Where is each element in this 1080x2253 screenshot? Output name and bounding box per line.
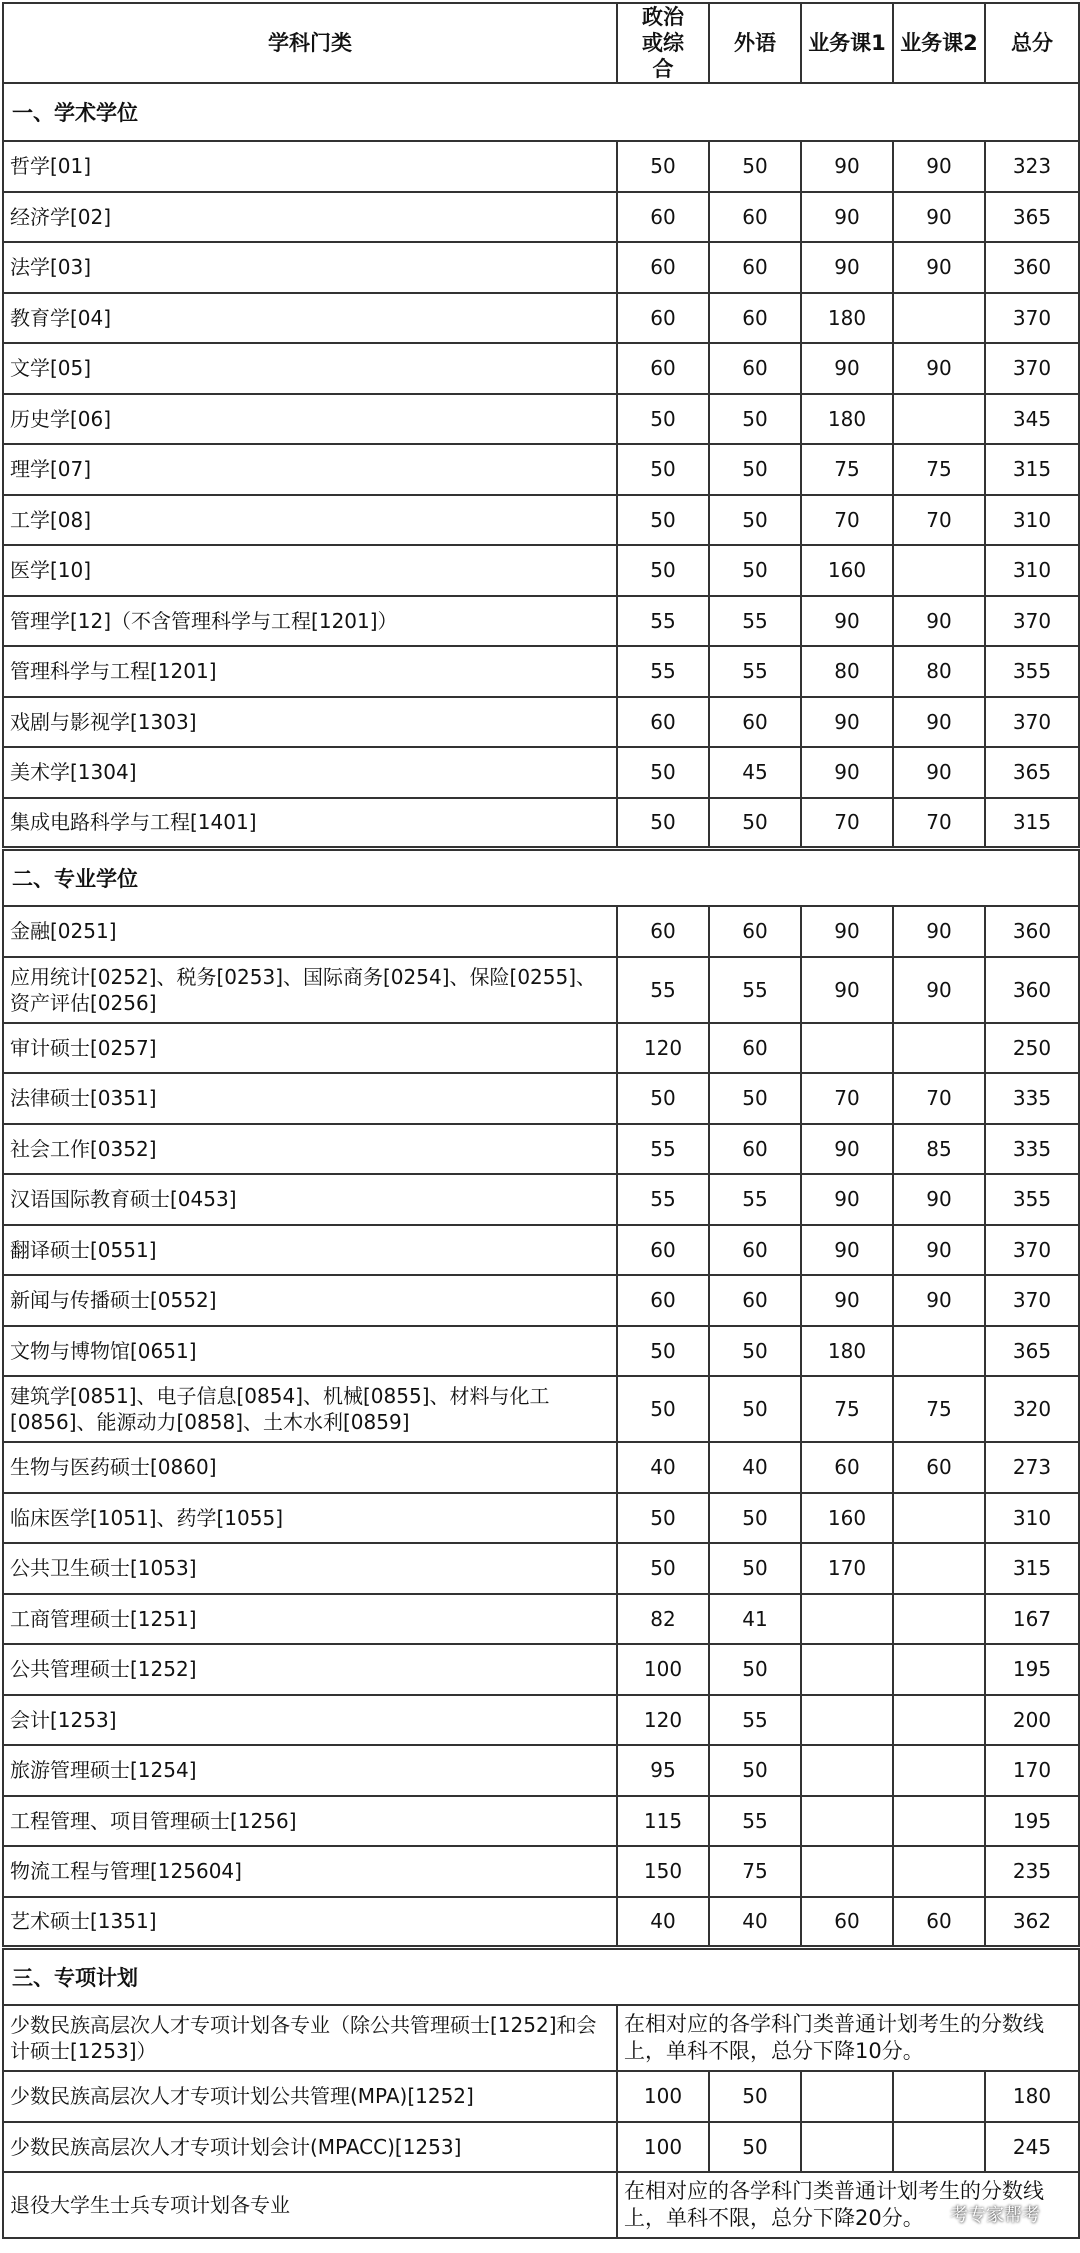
row-category: 理学[07]: [3, 444, 617, 495]
row-total: 355: [985, 1174, 1079, 1225]
table-row: [3, 1174, 1079, 1225]
row-foreign: 75: [709, 1846, 801, 1897]
row-politics: 120: [617, 1023, 709, 1074]
row-politics: 60: [617, 1225, 709, 1276]
row-total: 345: [985, 394, 1079, 445]
row-category: 艺术硕士[1351]: [3, 1897, 617, 1948]
row-total: 235: [985, 1846, 1079, 1897]
row-course1: [801, 1695, 893, 1746]
row-politics: 50: [617, 747, 709, 798]
row-total: 365: [985, 192, 1079, 243]
table-row: [3, 2071, 1079, 2122]
row-category: 物流工程与管理[125604]: [3, 1846, 617, 1897]
header-row: [3, 3, 1079, 83]
row-total: 310: [985, 1493, 1079, 1544]
table-row: [3, 1326, 1079, 1377]
row-course2: [893, 1326, 985, 1377]
row-category: 社会工作[0352]: [3, 1124, 617, 1175]
row-politics: 60: [617, 293, 709, 344]
row-category: 管理科学与工程[1201]: [3, 646, 617, 697]
row-category: 少数民族高层次人才专项计划各专业（除公共管理硕士[1252]和会计硕士[1253]）: [3, 2005, 617, 2071]
row-foreign: 60: [709, 906, 801, 957]
table-row: [3, 1594, 1079, 1645]
row-course1: 90: [801, 1275, 893, 1326]
row-note: 在相对应的各学科门类普通计划考生的分数线上，单科不限，总分下降10分。: [617, 2005, 1079, 2071]
row-total: 310: [985, 495, 1079, 546]
table-row: [3, 2005, 1079, 2071]
row-course1: [801, 1023, 893, 1074]
row-course2: 90: [893, 1275, 985, 1326]
row-total: 335: [985, 1124, 1079, 1175]
table-row: [3, 1897, 1079, 1948]
row-course2: 70: [893, 1073, 985, 1124]
row-course1: 80: [801, 646, 893, 697]
section-title: 三、专项计划: [3, 1947, 1079, 2005]
row-course2: [893, 1796, 985, 1847]
row-category: 文物与博物馆[0651]: [3, 1326, 617, 1377]
row-course1: [801, 1846, 893, 1897]
row-foreign: 60: [709, 242, 801, 293]
table-row: [3, 1796, 1079, 1847]
row-course1: 180: [801, 1326, 893, 1377]
section-title: 一、学术学位: [3, 83, 1079, 141]
row-category: 文学[05]: [3, 343, 617, 394]
table-row: [3, 1023, 1079, 1074]
row-politics: 50: [617, 545, 709, 596]
row-course2: 90: [893, 242, 985, 293]
row-total: 315: [985, 1543, 1079, 1594]
row-category: 旅游管理硕士[1254]: [3, 1745, 617, 1796]
row-politics: 50: [617, 495, 709, 546]
row-category: 退役大学生士兵专项计划各专业: [3, 2172, 617, 2238]
row-category: 临床医学[1051]、药学[1055]: [3, 1493, 617, 1544]
table-row: [3, 1493, 1079, 1544]
row-course1: [801, 2122, 893, 2173]
row-course2: 90: [893, 747, 985, 798]
table-row: [3, 646, 1079, 697]
row-foreign: 50: [709, 2071, 801, 2122]
row-politics: 50: [617, 1326, 709, 1377]
row-course2: [893, 1023, 985, 1074]
row-category: 美术学[1304]: [3, 747, 617, 798]
row-course1: 90: [801, 1124, 893, 1175]
row-course1: 170: [801, 1543, 893, 1594]
row-category: 生物与医药硕士[0860]: [3, 1442, 617, 1493]
row-total: 250: [985, 1023, 1079, 1074]
row-politics: 100: [617, 2122, 709, 2173]
row-category: 工商管理硕士[1251]: [3, 1594, 617, 1645]
row-category: 集成电路科学与工程[1401]: [3, 798, 617, 849]
table-row: [3, 545, 1079, 596]
table-row: [3, 1124, 1079, 1175]
row-course1: 70: [801, 1073, 893, 1124]
row-foreign: 55: [709, 957, 801, 1023]
row-foreign: 55: [709, 596, 801, 647]
row-total: 370: [985, 1225, 1079, 1276]
table-row: [3, 596, 1079, 647]
row-total: 362: [985, 1897, 1079, 1948]
table-row: [3, 192, 1079, 243]
row-politics: 60: [617, 343, 709, 394]
row-course1: 90: [801, 1225, 893, 1276]
row-course2: [893, 1644, 985, 1695]
section-row: [3, 848, 1079, 906]
table-row: [3, 242, 1079, 293]
row-course2: [893, 2122, 985, 2173]
row-course2: 70: [893, 495, 985, 546]
row-total: 315: [985, 444, 1079, 495]
table-row: [3, 1442, 1079, 1493]
row-course2: 90: [893, 141, 985, 192]
row-course2: [893, 1846, 985, 1897]
row-foreign: 50: [709, 495, 801, 546]
row-foreign: 41: [709, 1594, 801, 1645]
row-category: 少数民族高层次人才专项计划公共管理(MPA)[1252]: [3, 2071, 617, 2122]
row-course2: 75: [893, 1376, 985, 1442]
row-course2: [893, 1745, 985, 1796]
row-total: 360: [985, 242, 1079, 293]
row-foreign: 50: [709, 1493, 801, 1544]
row-politics: 60: [617, 697, 709, 748]
row-category: 公共管理硕士[1252]: [3, 1644, 617, 1695]
row-total: 360: [985, 906, 1079, 957]
row-course2: 80: [893, 646, 985, 697]
table-row: [3, 1745, 1079, 1796]
row-course2: [893, 394, 985, 445]
row-total: 180: [985, 2071, 1079, 2122]
row-politics: 55: [617, 646, 709, 697]
row-politics: 82: [617, 1594, 709, 1645]
row-course2: 90: [893, 1174, 985, 1225]
header-category: 学科门类: [3, 3, 617, 83]
row-category: 医学[10]: [3, 545, 617, 596]
table-row: [3, 906, 1079, 957]
row-total: 170: [985, 1745, 1079, 1796]
row-category: 公共卫生硕士[1053]: [3, 1543, 617, 1594]
row-course2: [893, 1695, 985, 1746]
row-politics: 40: [617, 1897, 709, 1948]
table-row: [3, 957, 1079, 1023]
row-politics: 50: [617, 394, 709, 445]
row-category: 哲学[01]: [3, 141, 617, 192]
row-total: 370: [985, 1275, 1079, 1326]
row-course2: 70: [893, 798, 985, 849]
row-category: 金融[0251]: [3, 906, 617, 957]
table-row: [3, 2122, 1079, 2173]
row-course1: 90: [801, 596, 893, 647]
row-course1: 90: [801, 1174, 893, 1225]
row-foreign: 50: [709, 545, 801, 596]
table-row: [3, 747, 1079, 798]
row-foreign: 50: [709, 1543, 801, 1594]
row-foreign: 50: [709, 1073, 801, 1124]
row-course2: 85: [893, 1124, 985, 1175]
row-course1: 75: [801, 1376, 893, 1442]
row-category: 工学[08]: [3, 495, 617, 546]
row-foreign: 50: [709, 1745, 801, 1796]
row-total: 310: [985, 545, 1079, 596]
row-total: 273: [985, 1442, 1079, 1493]
row-total: 195: [985, 1644, 1079, 1695]
row-category: 经济学[02]: [3, 192, 617, 243]
row-note: 在相对应的各学科门类普通计划考生的分数线上，单科不限，总分下降20分。: [617, 2172, 1079, 2238]
row-foreign: 55: [709, 1174, 801, 1225]
row-course1: 70: [801, 798, 893, 849]
row-foreign: 40: [709, 1442, 801, 1493]
table-row: [3, 394, 1079, 445]
row-course1: [801, 2071, 893, 2122]
row-course2: [893, 1493, 985, 1544]
row-politics: 50: [617, 1543, 709, 1594]
row-course2: 60: [893, 1442, 985, 1493]
row-total: 370: [985, 697, 1079, 748]
row-course2: 90: [893, 192, 985, 243]
row-category: 历史学[06]: [3, 394, 617, 445]
row-course2: [893, 545, 985, 596]
row-course1: 60: [801, 1442, 893, 1493]
row-total: 370: [985, 596, 1079, 647]
row-course1: 160: [801, 1493, 893, 1544]
row-foreign: 50: [709, 798, 801, 849]
row-course2: 90: [893, 343, 985, 394]
row-politics: 60: [617, 242, 709, 293]
row-course1: 90: [801, 192, 893, 243]
row-category: 法学[03]: [3, 242, 617, 293]
row-course1: 90: [801, 957, 893, 1023]
row-course2: 90: [893, 1225, 985, 1276]
row-foreign: 55: [709, 1796, 801, 1847]
row-total: 315: [985, 798, 1079, 849]
row-politics: 40: [617, 1442, 709, 1493]
row-category: 教育学[04]: [3, 293, 617, 344]
row-foreign: 60: [709, 697, 801, 748]
watermark-text: 考专家帮考: [950, 2205, 1040, 2226]
row-course2: 60: [893, 1897, 985, 1948]
row-course2: 75: [893, 444, 985, 495]
row-foreign: 40: [709, 1897, 801, 1948]
row-course2: [893, 1543, 985, 1594]
row-politics: 100: [617, 1644, 709, 1695]
row-foreign: 50: [709, 444, 801, 495]
row-politics: 60: [617, 192, 709, 243]
row-course1: 90: [801, 697, 893, 748]
section-row: [3, 1947, 1079, 2005]
row-total: 245: [985, 2122, 1079, 2173]
row-politics: 50: [617, 798, 709, 849]
row-politics: 115: [617, 1796, 709, 1847]
row-category: 少数民族高层次人才专项计划会计(MPACC)[1253]: [3, 2122, 617, 2173]
row-foreign: 60: [709, 1275, 801, 1326]
row-foreign: 60: [709, 1225, 801, 1276]
row-category: 工程管理、项目管理硕士[1256]: [3, 1796, 617, 1847]
row-politics: 50: [617, 1073, 709, 1124]
table-row: [3, 1644, 1079, 1695]
row-politics: 50: [617, 1376, 709, 1442]
table-row: [3, 1225, 1079, 1276]
section-title: 二、专业学位: [3, 848, 1079, 906]
row-course1: 90: [801, 906, 893, 957]
row-category: 汉语国际教育硕士[0453]: [3, 1174, 617, 1225]
row-course1: 90: [801, 242, 893, 293]
row-category: 管理学[12]（不含管理科学与工程[1201]）: [3, 596, 617, 647]
table-row: [3, 1275, 1079, 1326]
row-course1: 180: [801, 293, 893, 344]
row-course1: 60: [801, 1897, 893, 1948]
row-foreign: 50: [709, 2122, 801, 2173]
row-foreign: 55: [709, 646, 801, 697]
row-course1: 90: [801, 343, 893, 394]
row-foreign: 50: [709, 1376, 801, 1442]
row-course1: 70: [801, 495, 893, 546]
row-foreign: 60: [709, 293, 801, 344]
header-foreign: 外语: [709, 3, 801, 83]
row-politics: 55: [617, 957, 709, 1023]
row-category: 法律硕士[0351]: [3, 1073, 617, 1124]
header-politics: 政治或综合: [617, 3, 709, 83]
row-category: 建筑学[0851]、电子信息[0854]、机械[0855]、材料与化工[0856]、能源动力[0858]、土木水利[0859]: [3, 1376, 617, 1442]
table-row: [3, 1846, 1079, 1897]
row-category: 应用统计[0252]、税务[0253]、国际商务[0254]、保险[0255]、资产评估[0256]: [3, 957, 617, 1023]
row-course2: 90: [893, 957, 985, 1023]
row-total: 360: [985, 957, 1079, 1023]
row-foreign: 50: [709, 141, 801, 192]
row-total: 195: [985, 1796, 1079, 1847]
row-politics: 120: [617, 1695, 709, 1746]
row-category: 会计[1253]: [3, 1695, 617, 1746]
header-course1: 业务课1: [801, 3, 893, 83]
row-total: 370: [985, 293, 1079, 344]
row-course1: 90: [801, 141, 893, 192]
row-category: 新闻与传播硕士[0552]: [3, 1275, 617, 1326]
row-course2: [893, 1594, 985, 1645]
row-course1: [801, 1745, 893, 1796]
table-row: [3, 1376, 1079, 1442]
row-category: 翻译硕士[0551]: [3, 1225, 617, 1276]
row-politics: 95: [617, 1745, 709, 1796]
header-course2: 业务课2: [893, 3, 985, 83]
table-row: [3, 798, 1079, 849]
row-total: 320: [985, 1376, 1079, 1442]
table-row: [3, 1073, 1079, 1124]
table-row: [3, 697, 1079, 748]
row-total: 167: [985, 1594, 1079, 1645]
table-row: [3, 444, 1079, 495]
row-foreign: 60: [709, 1023, 801, 1074]
row-total: 365: [985, 747, 1079, 798]
row-politics: 50: [617, 1493, 709, 1544]
table-row: [3, 343, 1079, 394]
section-row: [3, 83, 1079, 141]
row-politics: 100: [617, 2071, 709, 2122]
row-course1: 90: [801, 747, 893, 798]
row-total: 323: [985, 141, 1079, 192]
row-total: 355: [985, 646, 1079, 697]
header-total: 总分: [985, 3, 1079, 83]
table-row: [3, 293, 1079, 344]
row-total: 365: [985, 1326, 1079, 1377]
table-row: [3, 495, 1079, 546]
row-foreign: 50: [709, 1644, 801, 1695]
score-table: [2, 2, 1080, 2239]
table-row: [3, 2172, 1079, 2238]
row-category: 审计硕士[0257]: [3, 1023, 617, 1074]
row-politics: 55: [617, 1174, 709, 1225]
row-category: 戏剧与影视学[1303]: [3, 697, 617, 748]
row-politics: 60: [617, 906, 709, 957]
row-foreign: 45: [709, 747, 801, 798]
row-politics: 55: [617, 596, 709, 647]
row-course2: 90: [893, 596, 985, 647]
table-body: [3, 83, 1079, 2238]
row-course1: [801, 1644, 893, 1695]
row-course1: 180: [801, 394, 893, 445]
row-course2: 90: [893, 906, 985, 957]
row-total: 200: [985, 1695, 1079, 1746]
row-total: 370: [985, 343, 1079, 394]
row-course1: 160: [801, 545, 893, 596]
row-foreign: 50: [709, 394, 801, 445]
row-politics: 50: [617, 141, 709, 192]
row-politics: 55: [617, 1124, 709, 1175]
row-total: 335: [985, 1073, 1079, 1124]
row-foreign: 60: [709, 192, 801, 243]
row-politics: 50: [617, 444, 709, 495]
row-course1: [801, 1796, 893, 1847]
row-course2: [893, 293, 985, 344]
row-foreign: 55: [709, 1695, 801, 1746]
row-course2: [893, 2071, 985, 2122]
row-foreign: 60: [709, 1124, 801, 1175]
table-row: [3, 1695, 1079, 1746]
row-politics: 150: [617, 1846, 709, 1897]
table-row: [3, 1543, 1079, 1594]
row-foreign: 60: [709, 343, 801, 394]
table-row: [3, 141, 1079, 192]
row-course2: 90: [893, 697, 985, 748]
row-course1: [801, 1594, 893, 1645]
row-politics: 60: [617, 1275, 709, 1326]
row-foreign: 50: [709, 1326, 801, 1377]
row-course1: 75: [801, 444, 893, 495]
